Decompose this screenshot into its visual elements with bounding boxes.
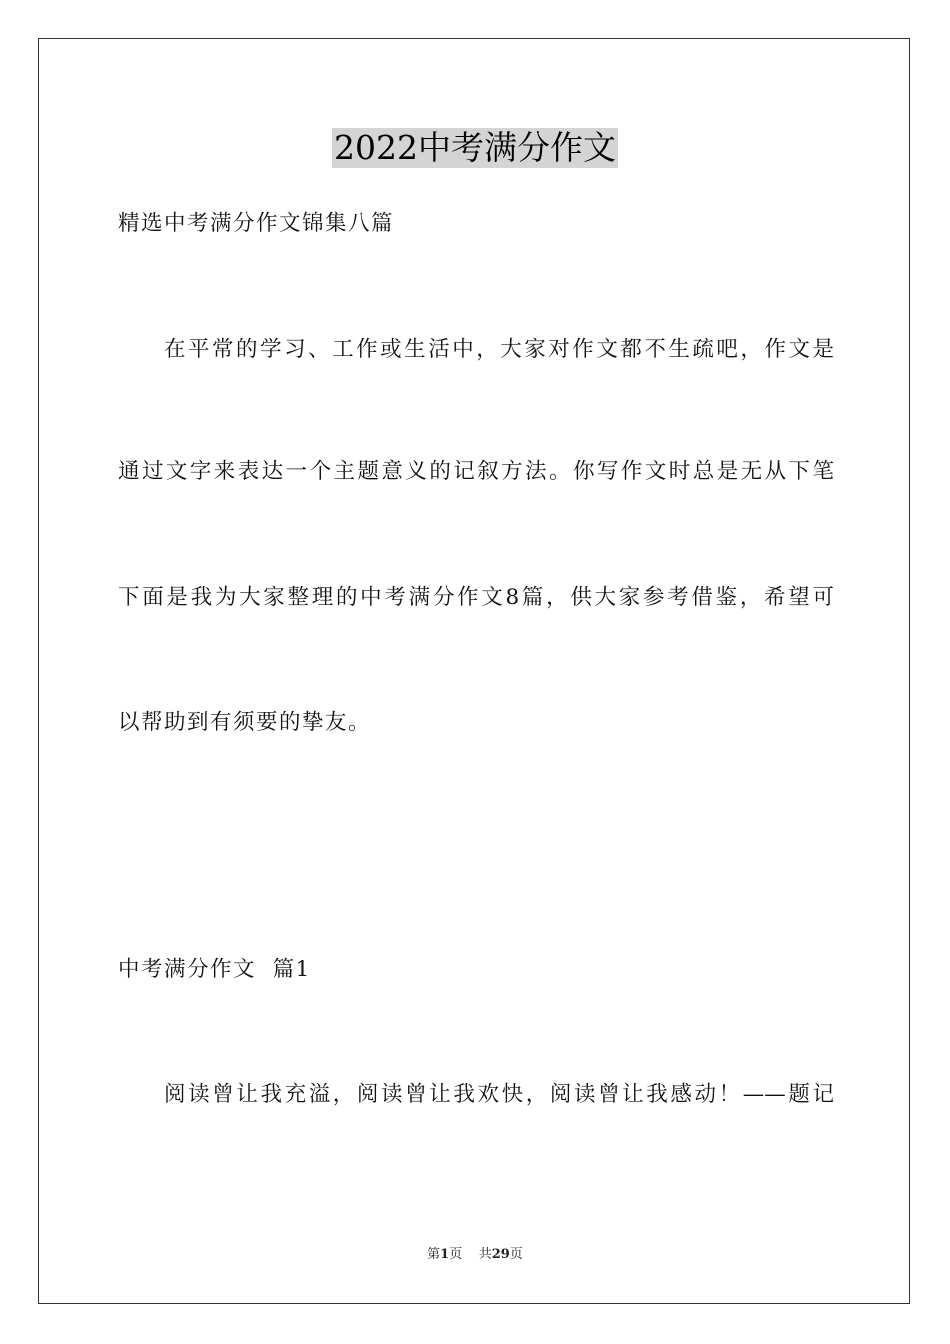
current-page-number: 1: [440, 1247, 450, 1262]
total-prefix: 共: [478, 1247, 492, 1262]
section-heading: 中考满分作文 篇1: [118, 957, 311, 982]
document-title: 2022中考满分作文: [334, 128, 616, 167]
total-pages-number: 29: [491, 1247, 510, 1262]
page-prefix: 第: [427, 1247, 441, 1262]
page-suffix: 页: [449, 1247, 463, 1262]
intro-line-1: 在平常的学习、工作或生活中，大家对作文都不生疏吧，作文是: [164, 337, 834, 362]
intro-line-4: 以帮助到有须要的挚友。: [118, 710, 372, 735]
document-subtitle: 精选中考满分作文锦集八篇: [118, 211, 395, 236]
intro-line-2: 通过文字来表达一个主题意义的记叙方法。你写作文时总是无从下笔: [118, 459, 834, 484]
intro-line-3: 下面是我为大家整理的中考满分作文8篇，供大家参考借鉴，希望可: [118, 585, 834, 610]
title-container: [0, 128, 950, 168]
total-suffix: 页: [509, 1247, 523, 1262]
page-footer: [0, 1246, 950, 1264]
section-first-line: 阅读曾让我充溢，阅读曾让我欢快，阅读曾让我感动！——题记: [164, 1082, 834, 1107]
